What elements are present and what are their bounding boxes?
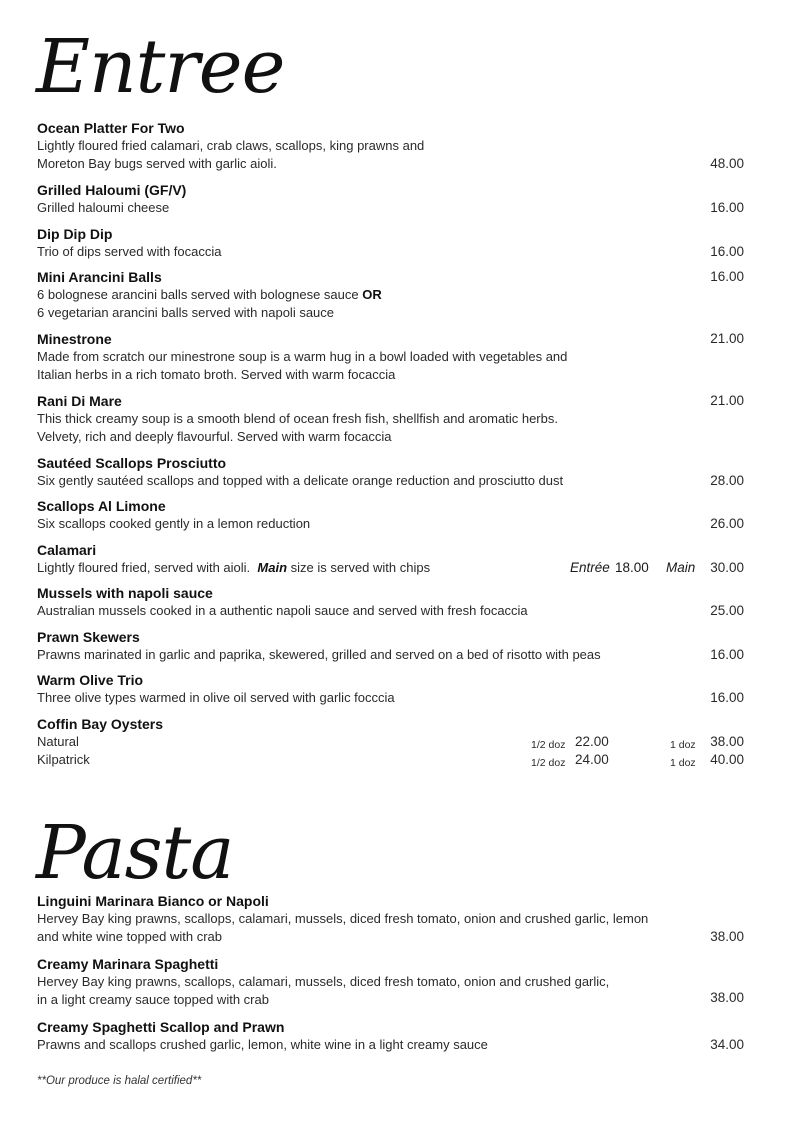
item-description: Lightly floured fried, served with aioli.	[37, 560, 251, 575]
dozen-label: 1 doz	[670, 739, 696, 751]
half-dozen-label: 1/2 doz	[531, 739, 566, 751]
oyster-row	[37, 751, 747, 769]
entree-size-label: Entrée	[570, 560, 610, 575]
item-description: Velvety, rich and deeply flavourful. Served with warm focaccia	[37, 429, 392, 444]
item-price: 16.00	[710, 690, 744, 705]
item-name: Linguini Marinara Bianco or Napoli	[37, 893, 269, 909]
item-name: Prawn Skewers	[37, 629, 140, 645]
item-description: and white wine topped with crab	[37, 929, 223, 944]
item-name: Dip Dip Dip	[37, 226, 113, 242]
half-dozen-label: 1/2 doz	[531, 757, 566, 769]
item-description: Grilled haloumi cheese	[37, 200, 170, 215]
item-name: Grilled Haloumi (GF/V)	[37, 182, 187, 198]
item-description: Six scallops cooked gently in a lemon reduction	[37, 516, 311, 531]
item-price: 16.00	[710, 200, 744, 215]
item-name: Minestrone	[37, 331, 112, 347]
main-size-label: Main	[257, 560, 288, 575]
item-name: Coffin Bay Oysters	[37, 716, 164, 732]
oyster-variant-label: Kilpatrick	[37, 752, 90, 767]
item-name: Warm Olive Trio	[37, 672, 144, 688]
item-description: in a light creamy sauce topped with crab	[37, 992, 269, 1007]
item-description: Moreton Bay bugs served with garlic aioli.	[37, 156, 277, 171]
menu-item-creamy-spaghetti-scallop	[37, 1018, 747, 1054]
item-description: 6 vegetarian arancini balls served with napoli sauce	[37, 305, 335, 320]
item-name: Calamari	[37, 542, 97, 558]
menu-item-creamy-marinara	[37, 955, 747, 1009]
item-price: 38.00	[710, 929, 744, 944]
menu-item-scallops-al-limone	[37, 497, 747, 533]
or-label: OR	[362, 287, 382, 302]
item-price: 21.00	[710, 331, 744, 346]
item-price: 21.00	[710, 393, 744, 408]
item-price: 38.00	[710, 990, 744, 1005]
item-description: Prawns marinated in garlic and paprika, skewered, grilled and served on a bed of risotto with peas	[37, 647, 601, 662]
menu-item-sauteed-scallops	[37, 454, 747, 490]
item-description: Hervey Bay king prawns, scallops, calamari, mussels, diced fresh tomato, onion and crushed garlic,	[37, 974, 610, 989]
item-name: Rani Di Mare	[37, 393, 122, 409]
item-name: Scallops Al Limone	[37, 498, 166, 514]
item-description: size is served with chips	[290, 560, 431, 575]
item-description: This thick creamy soup is a smooth blend of ocean fresh fish, shellfish and aromatic herbs.	[37, 411, 558, 426]
menu-item-ocean-platter	[37, 119, 747, 173]
item-description: Three olive types warmed in olive oil served with garlic focccia	[37, 690, 395, 705]
half-dozen-price: 24.00	[575, 752, 609, 767]
main-size-price: 30.00	[710, 560, 744, 575]
item-description: Australian mussels cooked in a authentic napoli sauce and served with fresh focaccia	[37, 603, 528, 618]
item-description: Six gently sautéed scallops and topped with a delicate orange reduction and prosciutto dust	[37, 473, 564, 488]
item-description: Made from scratch our minestrone soup is a warm hug in a bowl loaded with vegetables and	[37, 349, 568, 364]
item-description: 6 bolognese arancini balls served with bolognese sauce	[37, 287, 359, 302]
entree-size-price: 18.00	[615, 560, 649, 575]
item-name: Creamy Spaghetti Scallop and Prawn	[37, 1019, 285, 1035]
half-dozen-price: 22.00	[575, 734, 609, 749]
oyster-variant-label: Natural	[37, 734, 79, 749]
item-price: 48.00	[710, 156, 744, 171]
dozen-label: 1 doz	[670, 757, 696, 769]
oyster-row	[37, 733, 747, 751]
main-size-label: Main	[666, 560, 696, 575]
menu-item-dip-dip-dip	[37, 225, 747, 261]
halal-footnote: **Our produce is halal certified**	[37, 1075, 202, 1087]
menu-item-linguini-marinara	[37, 892, 747, 946]
item-price: 16.00	[710, 269, 744, 284]
section-heading-entree: Entree	[36, 24, 285, 110]
dozen-price: 40.00	[710, 752, 744, 767]
menu-item-mini-arancini	[37, 268, 747, 322]
item-description: Trio of dips served with focaccia	[37, 244, 222, 259]
item-description: Prawns and scallops crushed garlic, lemon, white wine in a light creamy sauce	[37, 1037, 488, 1052]
item-price: 16.00	[710, 647, 744, 662]
menu-item-grilled-haloumi	[37, 181, 747, 217]
item-description: Lightly floured fried calamari, crab claws, scallops, king prawns and	[37, 138, 425, 153]
item-name: Creamy Marinara Spaghetti	[37, 956, 219, 972]
item-name: Mini Arancini Balls	[37, 269, 162, 285]
section-heading-pasta: Pasta	[36, 810, 234, 896]
item-description: Hervey Bay king prawns, scallops, calamari, mussels, diced fresh tomato, onion and crushed garlic, lemon	[37, 911, 649, 926]
menu-item-coffin-bay-oysters	[37, 715, 747, 769]
dozen-price: 38.00	[710, 734, 744, 749]
item-name: Mussels with napoli sauce	[37, 585, 213, 601]
item-price: 34.00	[710, 1037, 744, 1052]
menu-item-prawn-skewers	[37, 628, 747, 664]
menu-item-calamari	[37, 541, 747, 577]
menu-item-rani-di-mare	[37, 392, 747, 446]
menu-item-mussels	[37, 584, 747, 620]
item-price: 25.00	[710, 603, 744, 618]
item-price: 26.00	[710, 516, 744, 531]
menu-item-warm-olive-trio	[37, 671, 747, 707]
item-name: Sautéed Scallops Prosciutto	[37, 455, 227, 471]
menu-item-minestrone	[37, 330, 747, 384]
item-price: 16.00	[710, 244, 744, 259]
item-name: Ocean Platter For Two	[37, 120, 185, 136]
item-description: Italian herbs in a rich tomato broth. Served with warm focaccia	[37, 367, 396, 382]
item-price: 28.00	[710, 473, 744, 488]
